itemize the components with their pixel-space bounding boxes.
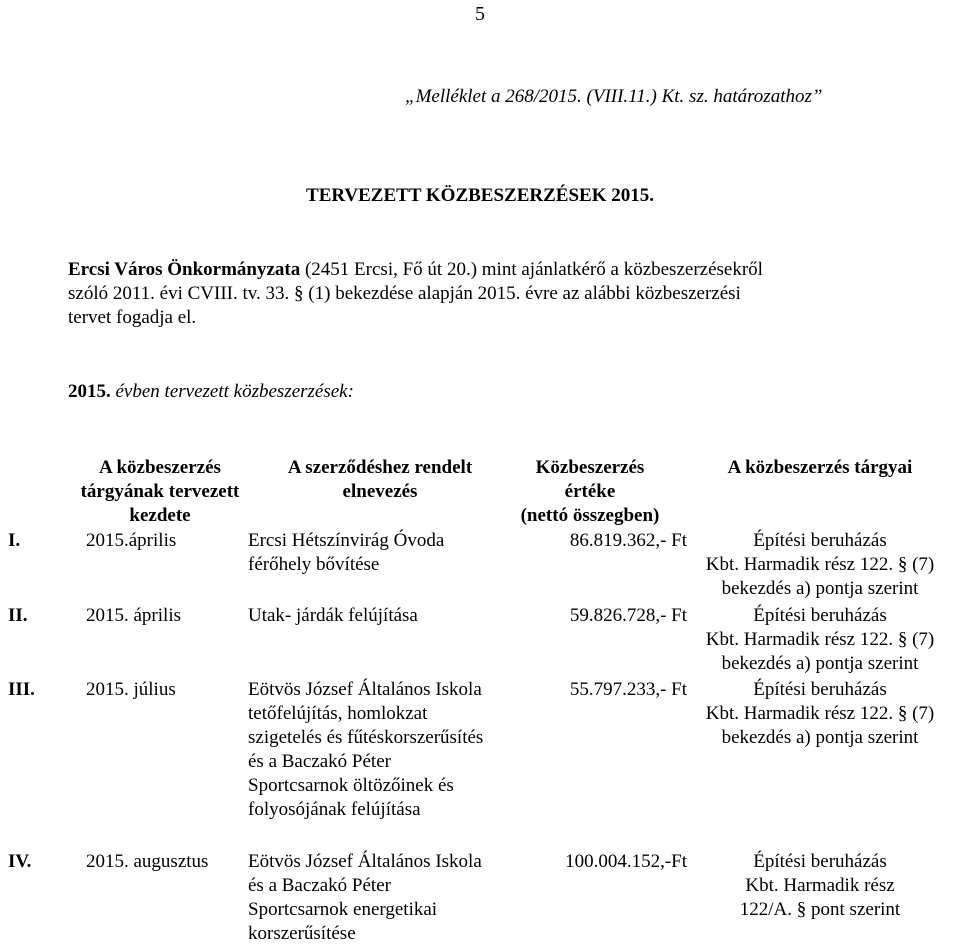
intro-paragraph <box>68 258 898 330</box>
row-value: 86.819.362,- Ft <box>569 530 687 551</box>
row-value: 100.004.152,-Ft <box>565 851 687 872</box>
subject-line: 122/A. § pont szerint <box>739 899 901 920</box>
header-subject <box>700 456 940 480</box>
row-contract-name: Utak- járdák felújítása <box>248 605 418 626</box>
row-start-date: 2015. augusztus <box>86 851 209 872</box>
row-number: I. <box>8 530 21 551</box>
row-number: IV. <box>8 851 32 872</box>
header-value <box>510 456 670 528</box>
header-start-date <box>75 456 245 528</box>
page-number: 5 <box>475 3 485 25</box>
header-line: kezdete <box>129 505 191 526</box>
intro-entity: Ercsi Város Önkormányzata <box>68 259 301 280</box>
header-line: A közbeszerzés tárgyai <box>727 457 913 478</box>
row-subject <box>700 529 940 601</box>
subject-line: Kbt. Harmadik rész <box>745 875 895 896</box>
section-heading <box>68 380 354 404</box>
subject-line: bekezdés a) pontja szerint <box>721 653 919 674</box>
section-year: 2015. <box>68 381 111 402</box>
row-subject <box>700 604 940 676</box>
row-contract-name: Eötvös József Általános Iskola tetőfelújítás, homlokzat szigetelés és fűtéskorszerűsítés és a Baczakó Péter Sportcsarnok öltözőinek és folyosójának felújítása <box>248 679 484 820</box>
header-line: tárgyának tervezett <box>80 481 240 502</box>
subject-line: bekezdés a) pontja szerint <box>721 727 919 748</box>
header-line: elnevezés <box>342 481 418 502</box>
row-subject <box>700 678 940 750</box>
row-value: 59.826.728,- Ft <box>569 605 687 626</box>
subject-line: bekezdés a) pontja szerint <box>721 578 919 599</box>
row-number: III. <box>8 679 35 700</box>
subject-line: Építési beruházás <box>753 605 887 626</box>
row-subject <box>700 850 940 922</box>
section-text: évben tervezett közbeszerzések: <box>110 381 354 402</box>
subject-line: Építési beruházás <box>753 530 887 551</box>
header-line: értéke <box>564 481 616 502</box>
row-start-date: 2015. július <box>86 679 176 700</box>
row-contract-name: Ercsi Hétszínvirág Óvoda férőhely bővítése <box>248 530 445 575</box>
row-number: II. <box>8 605 28 626</box>
subject-line: Kbt. Harmadik rész 122. § (7) <box>705 629 935 650</box>
header-line: (nettó összegben) <box>520 505 660 526</box>
intro-text: (2451 Ercsi, Fő út 20.) mint ajánlatkérő a közbeszerzésekről szóló 2011. évi CVIII. tv. 33. § (1) bekezdése alapján 2015. évre az alábbi közbeszerzési tervet fogadja el. <box>68 259 763 328</box>
header-line: A szerződéshez rendelt <box>287 457 473 478</box>
row-contract-name: Eötvös József Általános Iskola és a Baczakó Péter Sportcsarnok energetikai korszerűsítése <box>248 851 482 944</box>
row-start-date: 2015.április <box>86 530 177 551</box>
document-title: TERVEZETT KÖZBESZERZÉSEK 2015. <box>306 185 654 206</box>
annex-reference: „Melléklet a 268/2015. (VIII.11.) Kt. sz. határozathoz” <box>405 86 823 107</box>
header-line: A közbeszerzés <box>99 457 221 478</box>
subject-line: Építési beruházás <box>753 679 887 700</box>
subject-line: Kbt. Harmadik rész 122. § (7) <box>705 554 935 575</box>
row-value: 55.797.233,- Ft <box>569 679 687 700</box>
row-start-date: 2015. április <box>86 605 181 626</box>
header-contract-name <box>245 456 515 504</box>
subject-line: Kbt. Harmadik rész 122. § (7) <box>705 703 935 724</box>
header-line: Közbeszerzés <box>535 457 645 478</box>
subject-line: Építési beruházás <box>753 851 887 872</box>
